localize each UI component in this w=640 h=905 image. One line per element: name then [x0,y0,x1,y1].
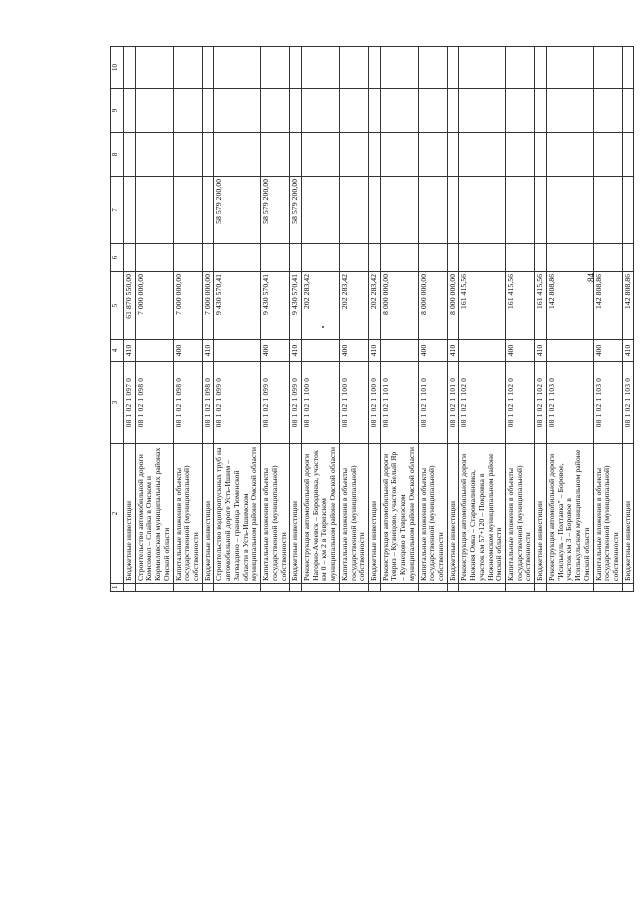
row-col1 [380,584,418,592]
row-col8 [339,133,368,177]
row-amount-5: 161 415,56 [459,272,506,340]
row-col9 [546,89,593,133]
row-col10 [261,47,290,89]
row-amount-7 [301,177,339,244]
row-amount-7 [135,177,173,244]
row-col1 [135,584,173,592]
row-col9 [447,89,459,133]
row-col9 [135,89,173,133]
table-row [214,47,261,592]
row-code: 08 1 02 1 103 0 [593,362,622,444]
row-col9 [214,89,261,133]
row-name: Реконструкция автомобильной дороги Нижняя Омка – Старомалиновка, участок км 57+120 – Покровка в Нижнеомском муниципальном районе Омской области [459,444,506,584]
column-header-10: 10 [111,47,124,89]
row-amount-5: 142 808,86 [546,272,593,340]
row-col10 [535,47,547,89]
row-name: Реконструкция автомобильной дороги Нагорно-Ачеевск – Бородинка, участок км 0 – км 2 в Тевризском муниципальном районе Омской области [301,444,339,584]
table-row [622,47,634,592]
row-code: 08 1 02 1 101 0 [380,362,418,444]
row-col6 [214,244,261,272]
row-col8 [261,133,290,177]
row-col6 [124,244,136,272]
row-amount-5: 61 870 550,00 [124,272,136,340]
row-col8 [506,133,535,177]
row-col1 [290,584,302,592]
row-code: 08 1 02 1 098 0 [202,362,214,444]
row-code: 08 1 02 1 102 0 [506,362,535,444]
row-col1 [124,584,136,592]
row-code: 08 1 02 1 098 0 [173,362,202,444]
row-col6 [301,244,339,272]
column-header-2: 2 [111,444,124,584]
row-amount-7 [546,177,593,244]
row-amount-5: 9 430 570,41 [214,272,261,340]
row-col8 [173,133,202,177]
table-row [202,47,214,592]
row-col1 [301,584,339,592]
row-amount-7: 58 579 200,00 [290,177,302,244]
row-col8 [368,133,380,177]
row-col10 [506,47,535,89]
row-col9 [368,89,380,133]
table-row [173,47,202,592]
row-kv: 400 [418,340,447,362]
row-col10 [339,47,368,89]
row-kv: 410 [535,340,547,362]
row-col10 [173,47,202,89]
row-col1 [173,584,202,592]
row-col10 [380,47,418,89]
row-col9 [261,89,290,133]
row-kv [546,340,593,362]
row-col9 [301,89,339,133]
row-amount-5: 8 000 000,00 [447,272,459,340]
row-col1 [339,584,368,592]
table-row [546,47,593,592]
row-col8 [290,133,302,177]
row-col6 [506,244,535,272]
row-name: Бюджетные инвестиции [124,444,136,584]
row-col8 [214,133,261,177]
row-code: 08 1 02 1 101 0 [418,362,447,444]
column-header-1: 1 [111,584,124,592]
row-name: Строительство автомобильной дороги Комсомол – Спайка в Омском и Кормиловском муниципальных районах Омской области [135,444,173,584]
row-col6 [459,244,506,272]
row-code: 08 1 02 1 099 0 [214,362,261,444]
row-kv: 400 [261,340,290,362]
row-amount-7: 58 579 200,00 [261,177,290,244]
row-col10 [214,47,261,89]
row-amount-7 [447,177,459,244]
page-number: 84 [586,273,596,282]
table-row [506,47,535,592]
header-row [111,47,124,592]
row-amount-5: 142 808,86 [622,272,634,340]
row-kv: 410 [290,340,302,362]
column-header-5: 5 [111,272,124,340]
row-code: 08 1 02 1 100 0 [339,362,368,444]
row-col9 [418,89,447,133]
row-name: Бюджетные инвестиции [368,444,380,584]
row-code: 08 1 02 1 100 0 [301,362,339,444]
row-kv: 400 [339,340,368,362]
row-amount-5: 142 808,86 [593,272,622,340]
row-code: 08 1 02 1 100 0 [368,362,380,444]
row-code: 08 1 02 1 103 0 [622,362,634,444]
row-col9 [380,89,418,133]
row-col9 [124,89,136,133]
row-col9 [593,89,622,133]
row-amount-7: 58 579 200,00 [214,177,261,244]
row-kv [380,340,418,362]
row-amount-7 [368,177,380,244]
row-col9 [339,89,368,133]
table-row [261,47,290,592]
column-header-6: 6 [111,244,124,272]
row-name: Бюджетные инвестиции [290,444,302,584]
row-col1 [506,584,535,592]
row-amount-5: 202 283,42 [301,272,339,340]
row-amount-5: 8 000 000,00 [380,272,418,340]
row-amount-5: 8 000 000,00 [418,272,447,340]
row-code: 08 1 02 1 102 0 [535,362,547,444]
row-amount-7 [593,177,622,244]
table-row [459,47,506,592]
row-code: 08 1 02 1 101 0 [447,362,459,444]
row-name: Строительство водопропускных труб на автомобильной дороге Усть-Ишим – Загваздино – граница Тюменской области в Усть-Ишимском муниципальном районе Омской области [214,444,261,584]
row-col10 [418,47,447,89]
row-col1 [546,584,593,592]
row-amount-7 [173,177,202,244]
row-amount-7 [418,177,447,244]
row-kv: 410 [368,340,380,362]
row-col6 [290,244,302,272]
table-row [290,47,302,592]
row-col6 [447,244,459,272]
row-amount-5: 202 283,42 [339,272,368,340]
table-row [135,47,173,592]
row-col6 [418,244,447,272]
row-col8 [535,133,547,177]
row-col9 [535,89,547,133]
row-col10 [124,47,136,89]
table-body [124,47,634,592]
row-col6 [380,244,418,272]
row-code: 08 1 02 1 099 0 [261,362,290,444]
row-amount-7 [380,177,418,244]
table-row [418,47,447,592]
row-amount-7 [506,177,535,244]
table-row [535,47,547,592]
row-kv [135,340,173,362]
row-col9 [459,89,506,133]
row-col1 [214,584,261,592]
row-code: 08 1 02 1 099 0 [290,362,302,444]
row-col8 [135,133,173,177]
row-code: 08 1 02 1 103 0 [546,362,593,444]
row-name: Реконструкция автомобильной дороги "Исилькуль – Полтавка" – Боровое, участок км 3 – Боровое в Исилькульском муниципальном районе Омской области [546,444,593,584]
row-col6 [535,244,547,272]
row-col10 [622,47,634,89]
row-kv [459,340,506,362]
row-amount-7 [622,177,634,244]
row-col8 [622,133,634,177]
row-amount-5: 161 415,56 [506,272,535,340]
row-col10 [368,47,380,89]
row-col6 [173,244,202,272]
row-kv [214,340,261,362]
row-amount-5: 202 283,42 [368,272,380,340]
row-amount-5: 7 000 000,00 [202,272,214,340]
row-col6 [546,244,593,272]
row-col10 [135,47,173,89]
row-name: Капитальные вложения в объекты государственной (муниципальной) собственности [418,444,447,584]
row-col10 [447,47,459,89]
row-col1 [459,584,506,592]
row-col8 [380,133,418,177]
row-col9 [202,89,214,133]
row-name: Бюджетные инвестиции [447,444,459,584]
row-col8 [546,133,593,177]
row-col8 [202,133,214,177]
row-amount-5: 9 430 570,41 [290,272,302,340]
row-col8 [124,133,136,177]
column-header-8: 8 [111,133,124,177]
table-row [447,47,459,592]
row-name: Капитальные вложения в объекты государственной (муниципальной) собственности [593,444,622,584]
budget-table [110,46,634,592]
table-row [124,47,136,592]
column-header-4: 4 [111,340,124,362]
row-col9 [506,89,535,133]
row-amount-7 [124,177,136,244]
row-name: Бюджетные инвестиции [535,444,547,584]
row-kv: 400 [506,340,535,362]
row-col1 [593,584,622,592]
row-col9 [622,89,634,133]
row-code: 08 1 02 1 097 0 [124,362,136,444]
table-row [301,47,339,592]
column-header-9: 9 [111,89,124,133]
column-header-3: 3 [111,362,124,444]
row-code: 08 1 02 1 102 0 [459,362,506,444]
row-col6 [202,244,214,272]
row-col6 [368,244,380,272]
row-col1 [202,584,214,592]
row-col1 [418,584,447,592]
row-col10 [290,47,302,89]
row-amount-7 [535,177,547,244]
row-amount-7 [202,177,214,244]
row-col6 [622,244,634,272]
row-kv: 400 [593,340,622,362]
row-col9 [173,89,202,133]
row-kv [301,340,339,362]
row-code: 08 1 02 1 098 0 [135,362,173,444]
row-amount-7 [339,177,368,244]
row-col1 [622,584,634,592]
row-col1 [368,584,380,592]
row-name: Капитальные вложения в объекты государственной (муниципальной) собственности [261,444,290,584]
row-col8 [459,133,506,177]
row-name: Капитальные вложения в объекты государственной (муниципальной) собственности [506,444,535,584]
row-col10 [202,47,214,89]
table-row [380,47,418,592]
row-kv: 410 [447,340,459,362]
table-row [593,47,622,592]
row-col6 [593,244,622,272]
row-col10 [459,47,506,89]
row-amount-5: 7 000 000,00 [135,272,173,340]
row-col6 [135,244,173,272]
row-col8 [447,133,459,177]
row-name: Реконструкция автомобильной дороги Тевриз – Кузнецово, участок Белый Яр – Кузнецово в Тевризском муниципальном районе Омской области [380,444,418,584]
row-col1 [535,584,547,592]
row-name: Бюджетные инвестиции [202,444,214,584]
table-row [368,47,380,592]
row-amount-5: 7 000 000,00 [173,272,202,340]
table-row [339,47,368,592]
column-header-7: 7 [111,177,124,244]
row-amount-7 [459,177,506,244]
row-col10 [301,47,339,89]
row-col6 [339,244,368,272]
row-kv: 410 [622,340,634,362]
row-name: Капитальные вложения в объекты государственной (муниципальной) собственности [173,444,202,584]
row-col1 [447,584,459,592]
row-col8 [593,133,622,177]
row-col10 [593,47,622,89]
row-kv: 410 [124,340,136,362]
row-col9 [290,89,302,133]
row-name: Капитальные вложения в объекты государственной (муниципальной) собственности [339,444,368,584]
row-amount-5: 161 415,56 [535,272,547,340]
row-amount-5: 9 430 570,41 [261,272,290,340]
row-col1 [261,584,290,592]
row-col10 [546,47,593,89]
row-col6 [261,244,290,272]
row-col8 [301,133,339,177]
rotated-page [110,47,632,592]
row-kv: 400 [173,340,202,362]
row-col8 [418,133,447,177]
row-name: Бюджетные инвестиции [622,444,634,584]
row-kv: 410 [202,340,214,362]
